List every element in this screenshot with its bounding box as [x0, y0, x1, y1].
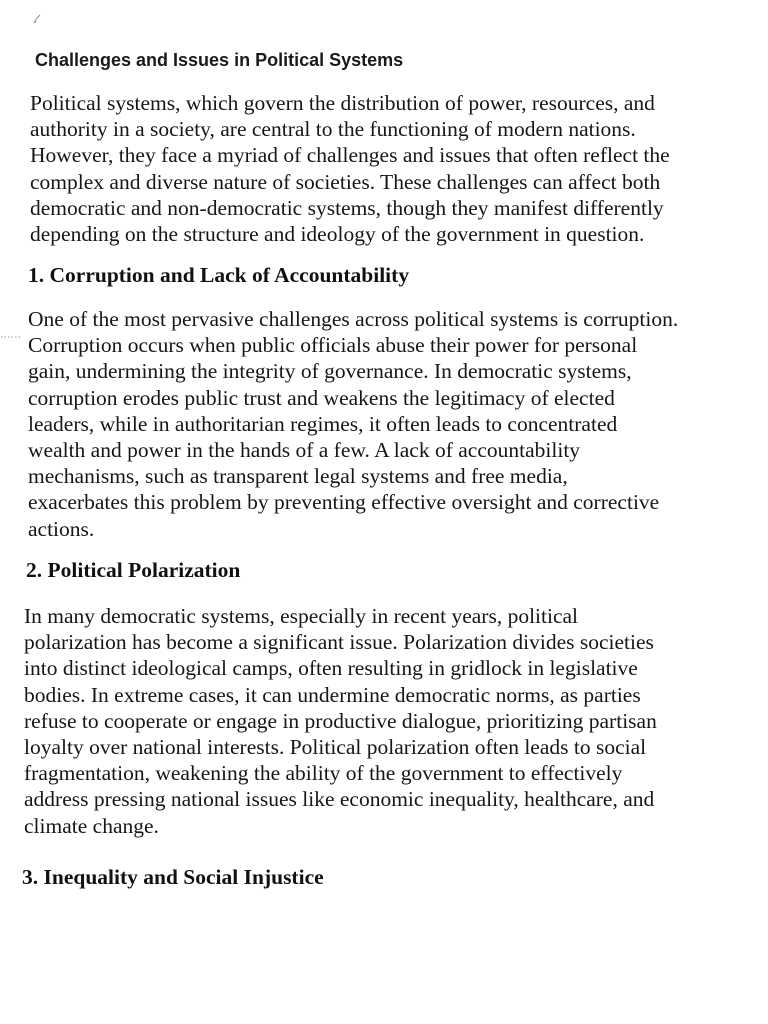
section-heading-polarization: 2. Political Polarization [26, 558, 241, 582]
intro-paragraph: Political systems, which govern the distribution of power, resources, and authority in a society, are central to the functioning of modern nations. However, they face a myriad of challenges and issues that often reflect the complex and diverse nature of societies. These challenges can affect both democratic and non-democratic systems, though they manifest differently depending on the structure and ideology of the government in question. [30, 91, 670, 247]
section-heading-corruption: 1. Corruption and Lack of Accountability [28, 263, 410, 287]
document-title: Challenges and Issues in Political Systems [35, 50, 404, 70]
section-text-polarization: In many democratic systems, especially in recent years, political polarization has become a significant issue. Polarization divides societies into distinct ideological camps, often resulting in gridlock in legislative bodies. In extreme cases, it can undermine democratic norms, as parties refuse to cooperate or engage in productive dialogue, prioritizing partisan loyalty over national interests. Political polarization often leads to social fragmentation, weakening the ability of the government to effectively address pressing national issues like economic inequality, healthcare, and climate change. [24, 604, 657, 838]
scan-artifact-icon [32, 12, 42, 26]
section-text-corruption: One of the most pervasive challenges across political systems is corruption. Corruption occurs when public officials abuse their power for personal gain, undermining the integrity of governance. In democratic systems, corruption erodes public trust and weakens the legitimacy of elected leaders, while in authoritarian regimes, it often leads to concentrated wealth and power in the hands of a few. A lack of accountability mechanisms, such as transparent legal systems and free media, exacerbates this problem by preventing effective oversight and corrective actions. [28, 307, 679, 541]
section-heading-inequality: 3. Inequality and Social Injustice [22, 865, 324, 889]
scan-bleed-mark-icon [0, 334, 22, 340]
